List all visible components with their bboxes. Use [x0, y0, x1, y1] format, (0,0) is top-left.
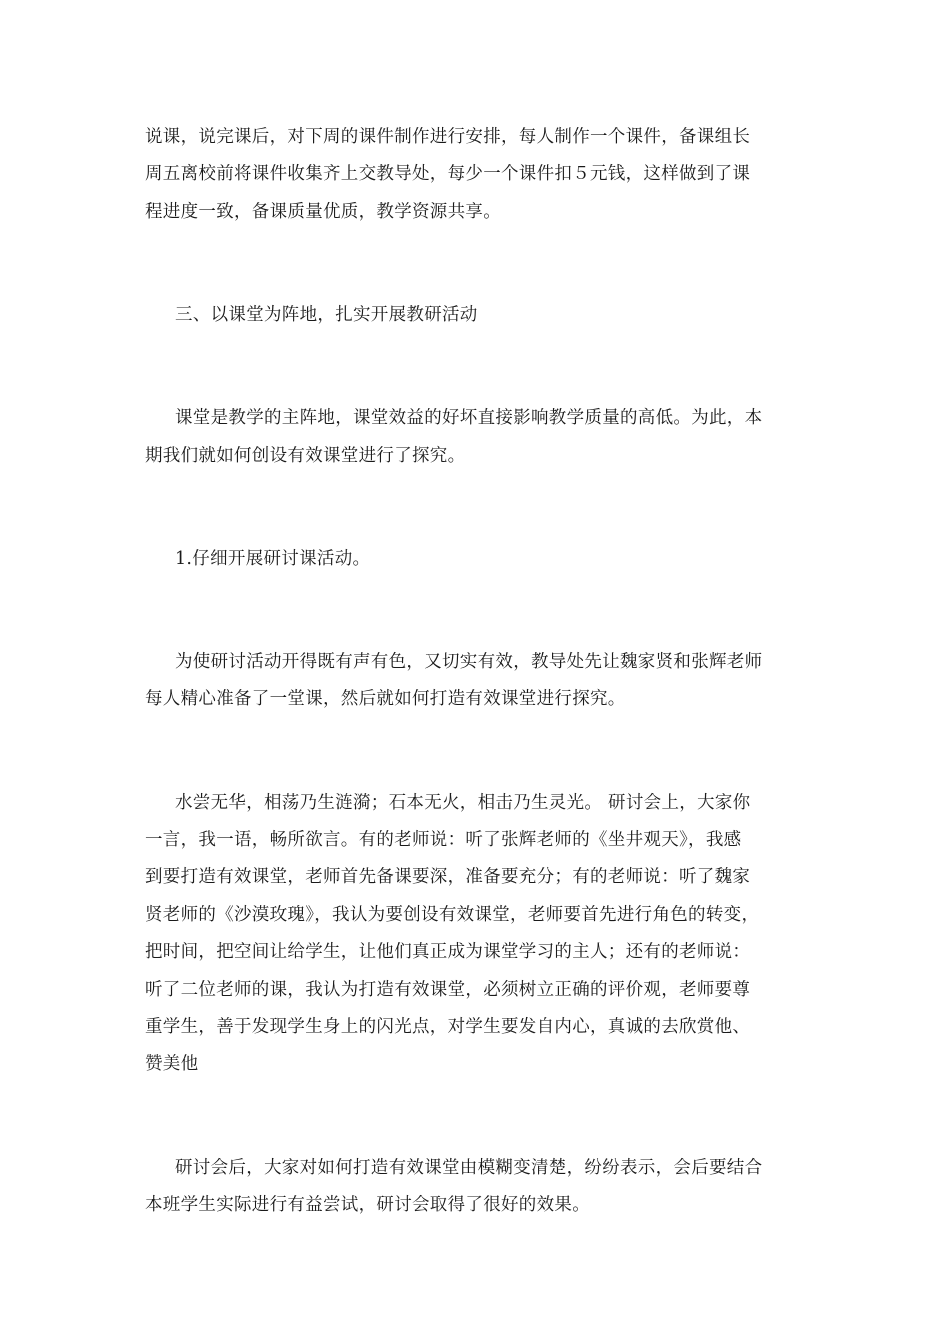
text-line: 说课，说完课后，对下周的课件制作进行安排，每人制作一个课件，备课组长 [145, 127, 751, 147]
text-line: 期我们就如何创设有效课堂进行了探究。 [145, 446, 466, 466]
text-line: 赞美他 [145, 1054, 199, 1074]
text-line: 周五离校前将课件收集齐上交教导处，每少一个课件扣５元钱，这样做到了课 [145, 164, 751, 184]
text-line: 水尝无华，相荡乃生涟漪；石本无火，相击乃生灵光。 研讨会上，大家你 [175, 793, 751, 813]
text-line: 每人精心准备了一堂课，然后就如何打造有效课堂进行探究。 [145, 689, 626, 709]
text-line: 为使研讨活动开得既有声有色，又切实有效，教导处先让魏家贤和张辉老师 [175, 652, 763, 672]
text-line: 重学生，善于发现学生身上的闪光点，对学生要发自内心，真诚的去欣赏他、 [145, 1017, 751, 1037]
text-line: 把时间，把空间让给学生，让他们真正成为课堂学习的主人；还有的老师说： [145, 942, 751, 962]
section-heading-text: 三、以课堂为阵地，扎实开展教研活动 [175, 305, 478, 325]
text-line: 研讨会后，大家对如何打造有效课堂由模糊变清楚，纷纷表示，会后要结合 [175, 1158, 763, 1178]
text-line: 程进度一致，备课质量优质，教学资源共享。 [145, 202, 501, 222]
text-line: 贤老师的《沙漠玫瑰》，我认为要创设有效课堂，老师要首先进行角色的转变， [145, 905, 760, 925]
text-line: 听了二位老师的课，我认为打造有效课堂，必须树立正确的评价观，老师要尊 [145, 980, 751, 1000]
text-line: 一言，我一语，畅所欲言。有的老师说：听了张辉老师的《坐井观天》，我感 [145, 830, 742, 850]
text-line: 课堂是教学的主阵地，课堂效益的好坏直接影响教学质量的高低。为此，本 [175, 408, 763, 428]
numbered-item-text: 1.仔细开展研讨课活动。 [175, 549, 371, 569]
text-line: 到要打造有效课堂，老师首先备课要深，准备要充分；有的老师说：听了魏家 [145, 867, 751, 887]
text-line: 本班学生实际进行有益尝试，研讨会取得了很好的效果。 [145, 1195, 590, 1215]
